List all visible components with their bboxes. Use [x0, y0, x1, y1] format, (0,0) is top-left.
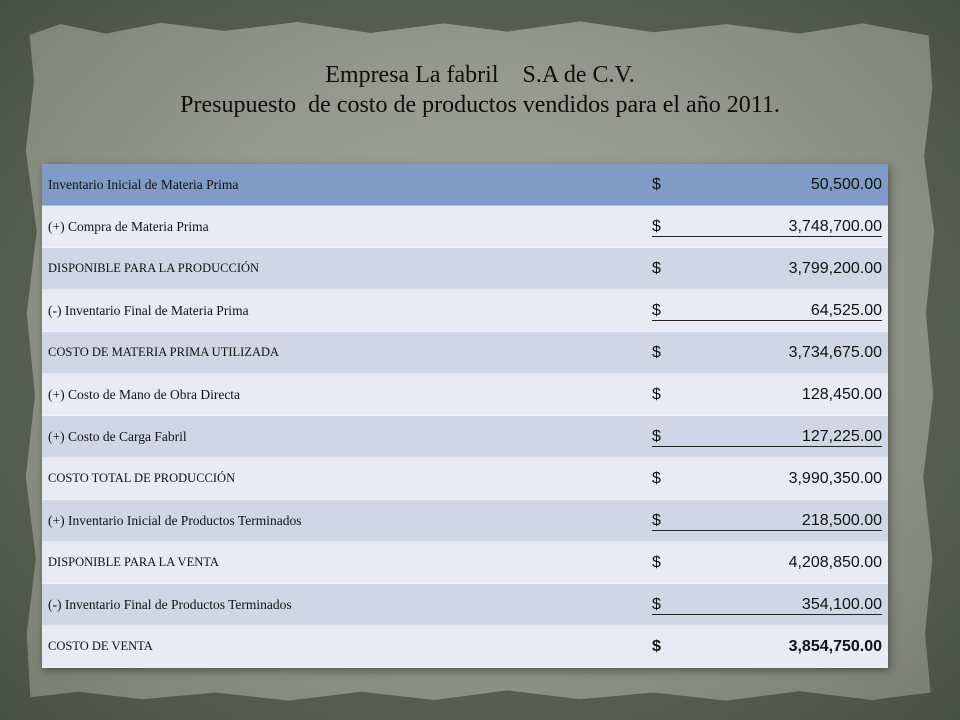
table-row-disponible-produccion [42, 248, 888, 290]
currency-symbol: $ [652, 469, 661, 487]
row-amount-cell [648, 290, 882, 331]
table-row-mano-de-obra [42, 374, 888, 416]
row-amount-cell [648, 374, 882, 415]
table-row-costo-mp-utilizada [42, 332, 888, 374]
row-amount-cell [648, 626, 882, 667]
row-amount: 50,500.00 [810, 175, 882, 193]
row-amount-cell [648, 584, 882, 625]
currency-symbol: $ [652, 385, 661, 403]
table-row-compra-mp [42, 206, 888, 248]
currency-symbol: $ [652, 301, 661, 319]
currency-symbol: $ [652, 553, 661, 571]
currency-symbol: $ [652, 637, 661, 655]
currency-symbol: $ [652, 175, 661, 193]
row-amount-cell [648, 164, 882, 205]
row-amount-cell [648, 248, 882, 289]
row-amount: 64,525.00 [810, 301, 882, 319]
currency-symbol: $ [652, 217, 661, 235]
row-label: DISPONIBLE PARA LA VENTA [48, 555, 219, 569]
row-amount: 3,799,200.00 [788, 259, 882, 277]
cost-of-goods-sold-table [42, 164, 888, 668]
row-amount: 127,225.00 [801, 427, 882, 445]
row-label: COSTO DE VENTA [48, 639, 153, 653]
table-row-inventario-final-pt [42, 584, 888, 626]
row-amount-cell [648, 542, 882, 583]
row-amount-cell [648, 458, 882, 499]
row-label: COSTO TOTAL DE PRODUCCIÓN [48, 471, 236, 485]
row-label: DISPONIBLE PARA LA PRODUCCIÓN [48, 261, 260, 275]
row-amount: 354,100.00 [801, 595, 882, 613]
table-row-carga-fabril [42, 416, 888, 458]
budget-title: Presupuesto de costo de productos vendidos para el año 2011. [180, 92, 780, 118]
currency-symbol: $ [652, 511, 661, 529]
currency-symbol: $ [652, 259, 661, 277]
row-amount: 3,748,700.00 [788, 217, 882, 235]
row-label: (-) Inventario Final de Materia Prima [48, 302, 249, 318]
table-row-disponible-venta [42, 542, 888, 584]
page-title [0, 60, 960, 120]
row-label: (+) Compra de Materia Prima [48, 218, 209, 234]
row-amount-cell [648, 416, 882, 457]
row-amount: 128,450.00 [801, 385, 882, 403]
row-label: (+) Inventario Inicial de Productos Terminados [48, 512, 302, 528]
row-label: (+) Costo de Carga Fabril [48, 428, 187, 444]
table-row-inventario-inicial-mp [42, 164, 888, 206]
table-row-costo-de-venta [42, 626, 888, 668]
company-name: Empresa La fabril S.A de C.V. [325, 62, 635, 88]
table-row-costo-total-produccion [42, 458, 888, 500]
currency-symbol: $ [652, 427, 661, 445]
row-label: Inventario Inicial de Materia Prima [48, 176, 239, 192]
row-amount-cell [648, 332, 882, 373]
row-label: (+) Costo de Mano de Obra Directa [48, 386, 241, 402]
table-row-inventario-final-mp [42, 290, 888, 332]
row-amount: 218,500.00 [801, 511, 882, 529]
table-row-inventario-inicial-pt [42, 500, 888, 542]
row-amount: 3,990,350.00 [788, 469, 882, 487]
currency-symbol: $ [652, 595, 661, 613]
row-label: COSTO DE MATERIA PRIMA UTILIZADA [48, 345, 280, 359]
row-amount: 3,854,750.00 [788, 637, 882, 655]
row-amount: 3,734,675.00 [788, 343, 882, 361]
row-amount-cell [648, 500, 882, 541]
row-amount: 4,208,850.00 [788, 553, 882, 571]
row-label: (-) Inventario Final de Productos Terminados [48, 596, 292, 612]
currency-symbol: $ [652, 343, 661, 361]
row-amount-cell [648, 206, 882, 247]
